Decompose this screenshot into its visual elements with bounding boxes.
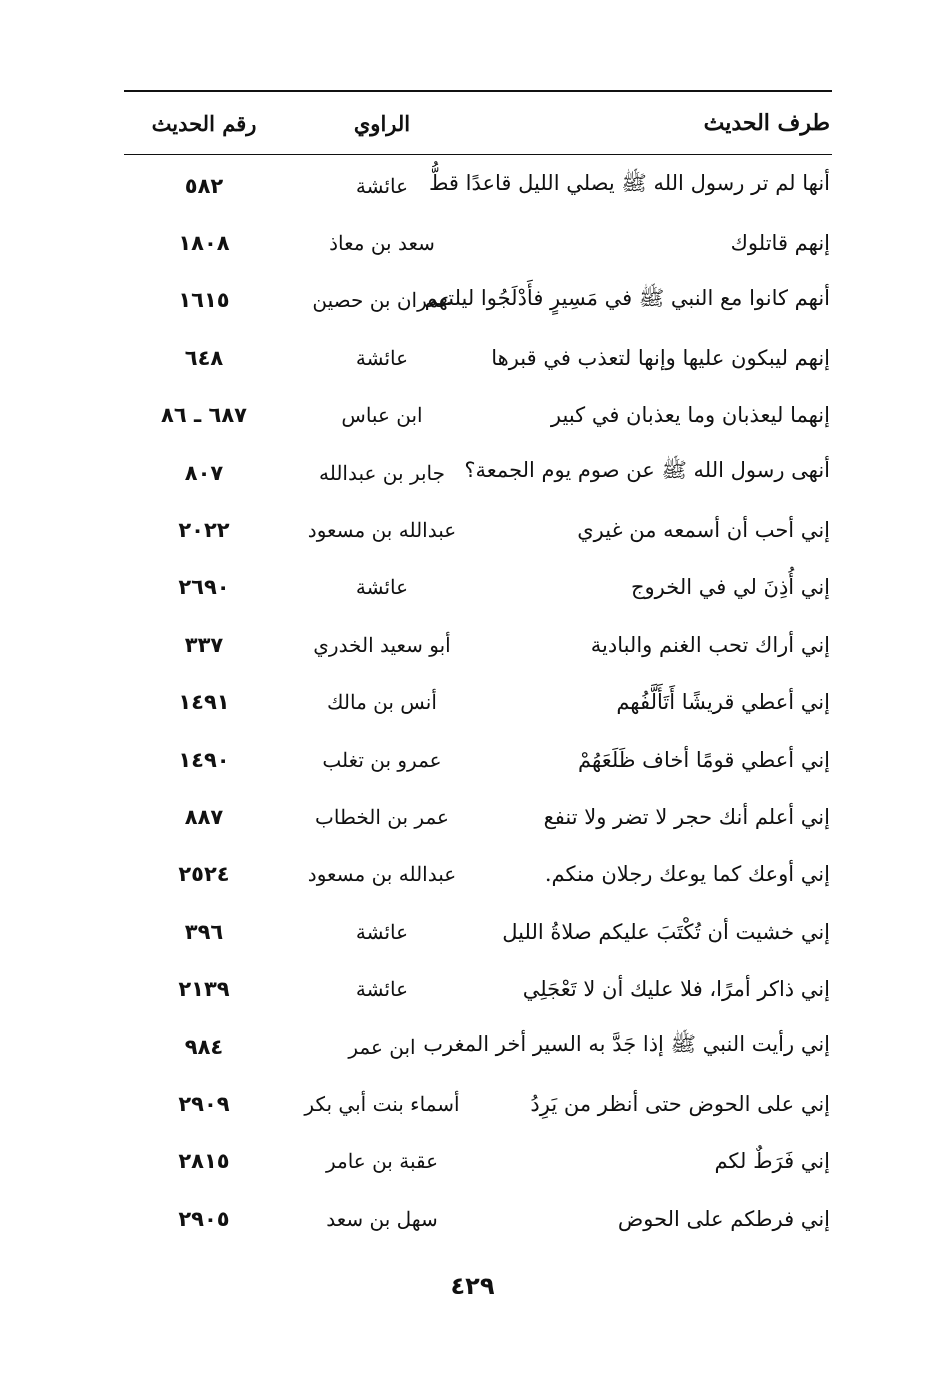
narrator-name: عمر بن الخطاب [315, 804, 449, 829]
table-row [124, 731, 832, 788]
table-row [124, 214, 832, 271]
hadith-text: إني ذاكر أمرًا، فلا عليك أن لا تَعْجَلِي [522, 977, 830, 1002]
hadith-text: إني أحب أن أسمعه من غيري [577, 518, 830, 543]
table-row [124, 960, 832, 1017]
hadith-number: ٥٨٢ [184, 173, 224, 198]
narrator-name: أسماء بنت أبي بكر [304, 1091, 460, 1116]
narrator-name: أنس بن مالك [327, 690, 437, 715]
hadith-number: ٢٠٢٢ [178, 518, 230, 543]
hadith-text: إني فرطكم على الحوض [617, 1206, 830, 1231]
table-row [124, 1018, 832, 1075]
hadith-number: ١٦١٥ [178, 288, 230, 313]
narrator-name: ابن عباس [341, 403, 423, 428]
hadith-text: إني رأيت النبي ﷺ إذا جَدَّ به السير أخر المغرب [423, 1032, 830, 1057]
hadith-text: إني خشيت أن تُكْتَبَ عليكم صلاةُ الليل [502, 919, 830, 944]
table-row [124, 903, 832, 960]
table-row [124, 387, 832, 444]
table-row [124, 616, 832, 673]
hadith-number: ٨٠٧ [184, 460, 224, 485]
table-row [124, 559, 832, 616]
header-hadith: طرف الحديث [703, 110, 830, 136]
hadith-text: إنهم قاتلوك [730, 231, 830, 256]
header-narrator: الراوي [353, 110, 411, 136]
hadith-text: أنهى رسول الله ﷺ عن صوم يوم الجمعة؟ [464, 458, 830, 483]
narrator-name: سهل بن سعد [326, 1206, 438, 1231]
header-number: رقم الحديث [151, 110, 257, 136]
table-row [124, 272, 832, 329]
hadith-text: إني أوعك كما يوعك رجلان منكم. [544, 862, 830, 887]
narrator-name: عبدالله بن مسعود [307, 518, 457, 543]
table-row [124, 1075, 832, 1132]
hadith-text: أنهم كانوا مع النبي ﷺ في مَسِيرٍ فأَدْلَجُوا ليلتهم [424, 285, 830, 310]
hadith-number: ١٤٩٠ [178, 747, 230, 772]
hadith-number: ٢٦٩٠ [178, 575, 230, 600]
index-page [124, 90, 832, 1247]
narrator-name: عائشة [355, 345, 409, 370]
hadith-number: ٣٩٦ [184, 919, 224, 944]
table-row [124, 501, 832, 558]
hadith-number: ٦٤٨ [184, 345, 224, 370]
hadith-text: إنهم ليبكون عليها وإنها لتعذب في قبرها [491, 345, 830, 370]
table-row [124, 157, 832, 214]
narrator-name: عائشة [355, 919, 409, 944]
hadith-text: إني فَرَطٌ لكم [714, 1149, 830, 1174]
narrator-name: أبو سعيد الخدري [313, 632, 451, 657]
table-row [124, 674, 832, 731]
hadith-number: ٨٨٧ [184, 804, 224, 829]
hadith-text: إني على الحوض حتى أنظر من يَرِدُ [530, 1091, 830, 1116]
hadith-text: أنها لم تر رسول الله ﷺ يصلي الليل قاعدًا قطُّ [428, 171, 830, 196]
narrator-name: ابن عمر [348, 1034, 416, 1059]
hadith-number: ٢٨١٥ [178, 1149, 230, 1174]
hadith-text: إني أُذِنَ لي في الخروج [630, 575, 830, 600]
narrator-name: عمرو بن تغلب [322, 747, 442, 772]
hadith-text: إني أعطي قريشًا أَتَأَلَّفُهم [616, 690, 830, 715]
narrator-name: عائشة [355, 575, 409, 600]
hadith-number: ٢٩٠٩ [178, 1091, 230, 1116]
hadith-number: ٢٩٠٥ [178, 1206, 230, 1231]
table-row [124, 788, 832, 845]
table-row [124, 329, 832, 386]
page-number: ٤٢٩ [450, 1272, 495, 1300]
hadith-text: إنهما ليعذبان وما يعذبان في كبير [550, 403, 830, 428]
narrator-name: عقبة بن عامر [325, 1149, 439, 1174]
hadith-number: ٦٨٧ ـ ٨٦ [161, 403, 247, 428]
hadith-number: ٣٣٧ [184, 632, 224, 657]
table-header [124, 92, 832, 155]
hadith-number: ٢١٣٩ [178, 977, 230, 1002]
narrator-name: عائشة [355, 977, 409, 1002]
hadith-text: إني أعلم أنك حجر لا تضر ولا تنفع [543, 804, 830, 829]
narrator-name: جابر بن عبدالله [318, 460, 446, 485]
hadith-number: ١٤٩١ [178, 690, 230, 715]
narrator-name: عائشة [355, 173, 409, 198]
table-row [124, 1133, 832, 1190]
hadith-text: إني أعطي قومًا أخاف ظَلَعَهُمْ [578, 747, 830, 772]
hadith-number: ١٨٠٨ [178, 231, 230, 256]
table-row [124, 846, 832, 903]
hadith-text: إني أراك تحب الغنم والبادية [590, 632, 830, 657]
narrator-name: عبدالله بن مسعود [307, 862, 457, 887]
narrator-name: عمران بن حصين [312, 288, 452, 313]
narrator-name: سعد بن معاذ [329, 231, 435, 256]
table-row [124, 1190, 832, 1247]
hadith-number: ٢٥٢٤ [178, 862, 230, 887]
table-row [124, 444, 832, 501]
hadith-number: ٩٨٤ [184, 1034, 224, 1059]
table-body [124, 157, 832, 1247]
